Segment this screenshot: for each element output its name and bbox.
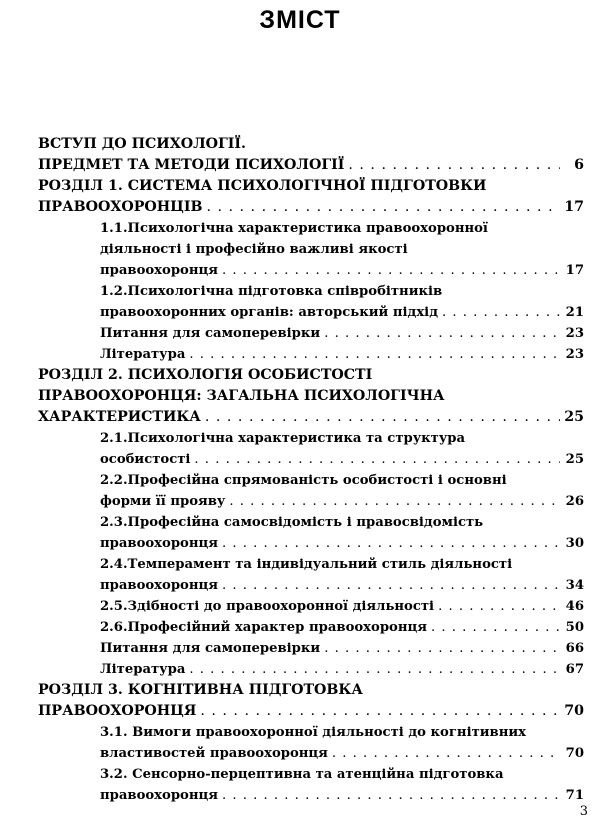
- leader-dots: [431, 617, 560, 638]
- leader-dots: [229, 491, 560, 512]
- toc-entry-text: Література: [100, 347, 186, 362]
- toc-entry-text: 2.6.Професійний характер правоохоронця: [100, 620, 427, 635]
- toc-page-number: 25: [565, 452, 584, 467]
- toc-page-number: 70: [565, 746, 584, 761]
- toc-line: [100, 239, 584, 260]
- toc-page-number: 50: [565, 620, 584, 635]
- toc-line: [100, 785, 584, 806]
- leader-dots: [348, 155, 560, 176]
- toc-line: [38, 365, 584, 386]
- toc-entry-text: 2.1.Психологічна характеристика та структура: [100, 431, 466, 446]
- toc-line: [100, 554, 584, 575]
- toc-entry-text: Література: [100, 662, 186, 677]
- toc-entry-text: 1.1.Психологічна характеристика правоохоронної: [100, 221, 488, 236]
- toc-page-number: 67: [565, 662, 584, 677]
- leader-dots: [200, 701, 560, 722]
- toc-entry-text: правоохоронця: [100, 788, 218, 803]
- leader-dots: [189, 659, 560, 680]
- toc-entry-text: особистості: [100, 452, 191, 467]
- toc-line: [100, 218, 584, 239]
- toc-line: [38, 155, 584, 176]
- toc-line: [100, 323, 584, 344]
- toc-line: [38, 701, 584, 722]
- toc-entry-text: ХАРАКТЕРИСТИКА: [38, 409, 201, 425]
- page-title: ЗМІСТ: [259, 6, 341, 34]
- toc-page-number: 46: [565, 599, 584, 614]
- toc-entry-text: 2.5.Здібності до правоохоронної діяльності: [100, 599, 435, 614]
- toc-entry-text: правоохоронця: [100, 536, 218, 551]
- toc-line: [100, 281, 584, 302]
- toc-entry-text: Питання для самоперевірки: [100, 326, 321, 341]
- toc-line: [100, 260, 584, 281]
- toc-page-number: 23: [565, 347, 584, 362]
- toc-entry-text: ВСТУП ДО ПСИХОЛОГІЇ.: [38, 136, 246, 152]
- toc-entry-text: ПРАВООХОРОНЦІВ: [38, 199, 203, 215]
- toc-line: [100, 302, 584, 323]
- toc-page-number: 30: [565, 536, 584, 551]
- toc-entry-text: 3.1. Вимоги правоохоронної діяльності до когнітивних: [100, 725, 526, 740]
- toc-line: [100, 659, 584, 680]
- leader-dots: [222, 575, 560, 596]
- toc-entry-text: форми її прояву: [100, 494, 226, 509]
- toc-page-number: 34: [565, 578, 584, 593]
- toc-entry-text: ПРЕДМЕТ ТА МЕТОДИ ПСИХОЛОГІЇ: [38, 157, 345, 173]
- toc-line: [100, 575, 584, 596]
- toc-entry-text: властивостей правоохоронця: [100, 746, 328, 761]
- leader-dots: [206, 197, 560, 218]
- toc-line: [100, 743, 584, 764]
- toc-entry-text: 3.2. Сенсорно-перцептивна та атенційна підготовка: [100, 767, 504, 782]
- leader-dots: [205, 407, 560, 428]
- toc-entry-text: 1.2.Психологічна підготовка співробітників: [100, 284, 443, 299]
- toc-page-number: 26: [565, 494, 584, 509]
- toc-line: [100, 449, 584, 470]
- toc-entry-text: ПРАВООХОРОНЦЯ: ЗАГАЛЬНА ПСИХОЛОГІЧНА: [38, 388, 445, 404]
- toc-line: [100, 617, 584, 638]
- toc-line: [100, 638, 584, 659]
- toc-page-number: 70: [564, 703, 584, 719]
- page-number: 3: [579, 804, 588, 819]
- leader-dots: [222, 260, 560, 281]
- toc-entry-text: 2.4.Темперамент та індивідуальний стиль діяльності: [100, 557, 513, 572]
- leader-dots: [189, 344, 560, 365]
- leader-dots: [194, 449, 560, 470]
- toc-line: [38, 680, 584, 701]
- toc-page-number: 71: [565, 788, 584, 803]
- toc-line: [100, 764, 584, 785]
- toc-entry-text: РОЗДІЛ 2. ПСИХОЛОГІЯ ОСОБИСТОСТІ: [38, 367, 373, 383]
- toc-entry-text: 2.2.Професійна спрямованість особистості і основні: [100, 473, 507, 488]
- toc-line: [100, 533, 584, 554]
- toc-page-number: 17: [565, 263, 584, 278]
- toc-line: [100, 491, 584, 512]
- toc-entry-text: правоохоронних органів: авторський підхід: [100, 305, 438, 320]
- toc-entry-text: правоохоронця: [100, 578, 218, 593]
- leader-dots: [222, 785, 560, 806]
- toc-line: [100, 596, 584, 617]
- toc-entry-text: Питання для самоперевірки: [100, 641, 321, 656]
- toc-entry-text: ПРАВООХОРОНЦЯ: [38, 703, 197, 719]
- toc-line: [100, 722, 584, 743]
- toc-line: [100, 470, 584, 491]
- leader-dots: [324, 323, 560, 344]
- leader-dots: [442, 302, 560, 323]
- toc-line: [38, 134, 584, 155]
- toc-page-number: 23: [565, 326, 584, 341]
- toc-entry-text: діяльності і професійно важливі якості: [100, 242, 408, 257]
- toc-entry-text: РОЗДІЛ 3. КОГНІТИВНА ПІДГОТОВКА: [38, 682, 363, 698]
- toc-line: [100, 512, 584, 533]
- leader-dots: [332, 743, 560, 764]
- toc-page-number: 66: [565, 641, 584, 656]
- toc-page-number: 25: [564, 409, 584, 425]
- table-of-contents: [38, 134, 584, 806]
- toc-line: [38, 407, 584, 428]
- leader-dots: [438, 596, 560, 617]
- toc-entry-text: правоохоронця: [100, 263, 218, 278]
- toc-page-number: 17: [564, 199, 584, 215]
- toc-line: [100, 428, 584, 449]
- toc-line: [100, 344, 584, 365]
- toc-page-number: 6: [574, 157, 584, 173]
- toc-line: [38, 176, 584, 197]
- toc-entry-text: 2.3.Професійна самосвідомість і правосвідомість: [100, 515, 484, 530]
- toc-entry-text: РОЗДІЛ 1. СИСТЕМА ПСИХОЛОГІЧНОЇ ПІДГОТОВКИ: [38, 178, 487, 194]
- leader-dots: [324, 638, 560, 659]
- leader-dots: [222, 533, 560, 554]
- toc-line: [38, 197, 584, 218]
- toc-line: [38, 386, 584, 407]
- toc-page-number: 21: [565, 305, 584, 320]
